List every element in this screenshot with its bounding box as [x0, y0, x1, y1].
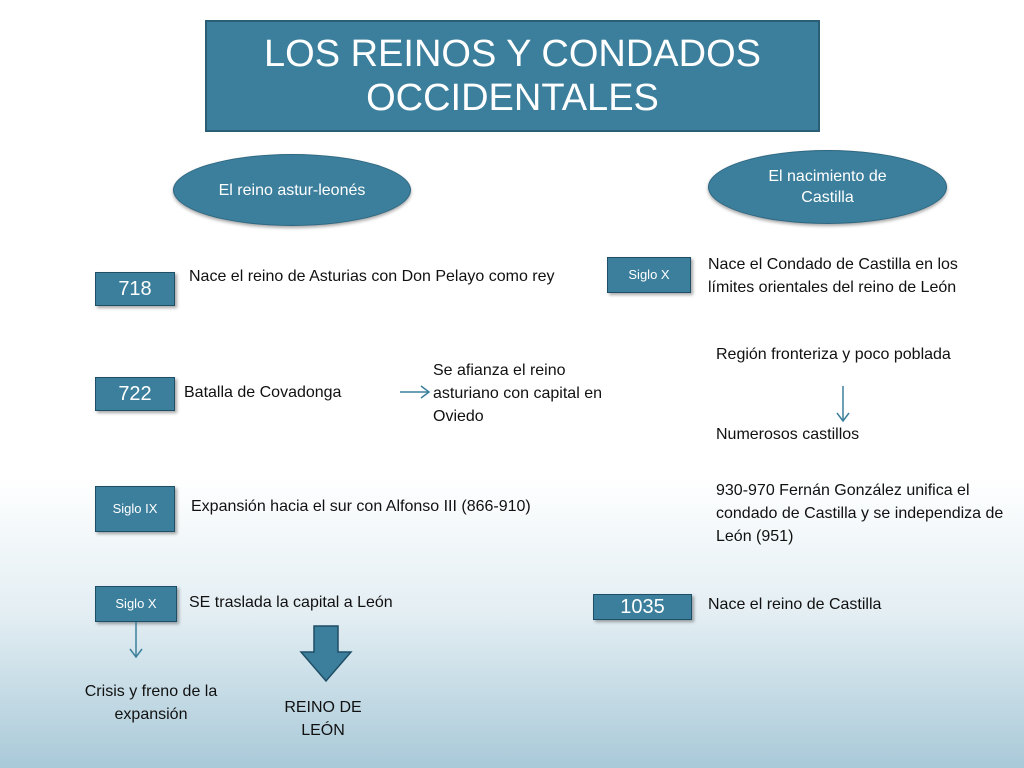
reino-de-leon-text: REINO DE LEÓN — [284, 699, 362, 739]
left-heading-ellipse — [173, 154, 411, 226]
badge-siglo-x-right — [607, 257, 691, 293]
badge-718 — [95, 272, 175, 306]
badge-siglo-ix-label: Siglo IX — [112, 501, 158, 516]
down-arrow-icon — [833, 384, 853, 424]
right-arrow-icon — [398, 384, 432, 400]
badge-1035-label: 1035 — [620, 595, 665, 618]
consequence-text: Crisis y freno de la expansión — [84, 683, 218, 723]
event-722-text: Batalla de Covadonga — [184, 384, 342, 401]
badge-siglo-x-left — [95, 586, 177, 622]
right-heading-ellipse — [708, 150, 947, 224]
down-arrow-icon — [126, 620, 146, 660]
badge-1035 — [593, 594, 692, 620]
right-heading: El nacimiento de Castilla — [768, 168, 887, 206]
event-siglo-ix-text: Expansión hacia el sur con Alfonso III (866-910) — [191, 498, 531, 515]
event-718-text: Nace el reino de Asturias con Don Pelayo como rey — [189, 268, 555, 285]
note-castillos: Numerosos castillos — [716, 426, 860, 443]
badge-722 — [95, 377, 175, 411]
page-title-text: LOS REINOS Y CONDADOS OCCIDENTALES — [264, 33, 761, 119]
event-722-result: Se afianza el reino asturiano con capital en Oviedo — [433, 362, 602, 425]
page-title — [205, 20, 820, 132]
event-condado-text: Nace el Condado de Castilla en los límites orientales del reino de León — [708, 256, 958, 296]
block-down-arrow-icon — [298, 624, 354, 684]
badge-722-label: 722 — [118, 382, 152, 405]
note-fernan-gonzalez: 930-970 Fernán González unifica el condado de Castilla y se independiza de León (951) — [716, 482, 1004, 545]
badge-siglo-x-right-label: Siglo X — [628, 267, 670, 282]
note-frontera: Región fronteriza y poco poblada — [716, 346, 951, 363]
badge-siglo-ix — [95, 486, 175, 532]
badge-siglo-x-left-label: Siglo X — [115, 596, 157, 611]
badge-718-label: 718 — [118, 277, 152, 300]
left-heading: El reino astur-leonés — [218, 181, 366, 199]
event-siglo-x-left-text: SE traslada la capital a León — [189, 594, 393, 611]
event-1035-text: Nace el reino de Castilla — [708, 596, 882, 613]
